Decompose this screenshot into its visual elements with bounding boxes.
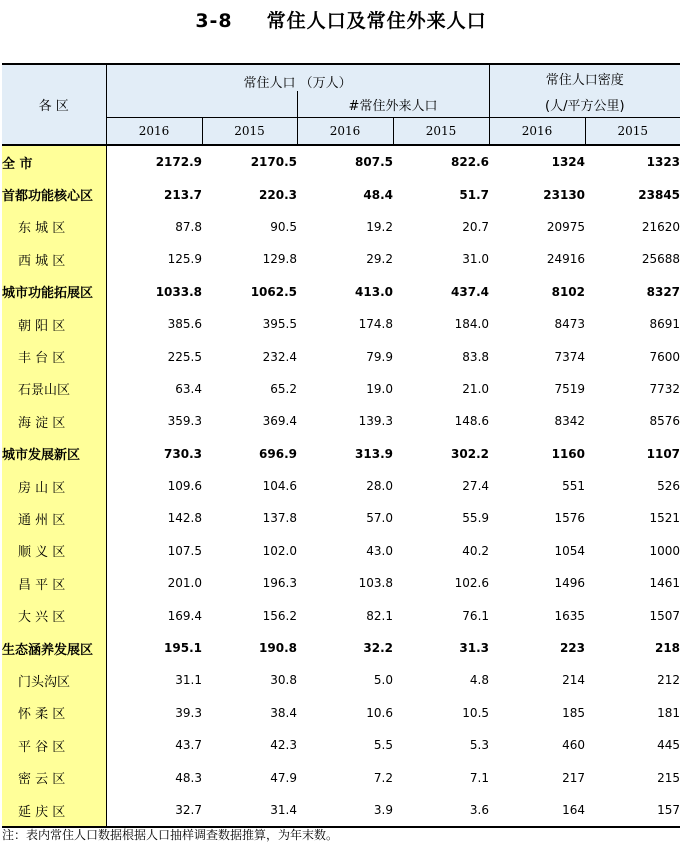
value-cell: 8576	[649, 414, 681, 429]
value-cell: 107.5	[167, 543, 202, 558]
value-cell: 39.3	[175, 705, 202, 720]
value-cell: 551	[562, 479, 586, 494]
value-cell: 24916	[546, 252, 586, 267]
header-year: 2016	[297, 118, 393, 146]
value-cell: 2172.9	[155, 155, 202, 170]
district-name: 通 州 区	[2, 502, 106, 534]
value-cell: 23130	[543, 187, 586, 202]
value-cell: 413.0	[355, 284, 393, 299]
value-cell: 696.9	[259, 446, 297, 461]
value-cell: 196.3	[262, 576, 297, 591]
header-year: 2015	[585, 118, 680, 146]
value-cell: 28.0	[366, 479, 393, 494]
value-cell: 213.7	[164, 187, 202, 202]
header-migrant: #常住外来人口	[297, 91, 489, 118]
value-cell: 109.6	[167, 479, 202, 494]
value-cell: 40.2	[462, 543, 490, 558]
value-cell: 148.6	[454, 414, 490, 429]
district-name: 城市功能拓展区	[2, 276, 106, 308]
value-cell: 1054	[554, 543, 586, 558]
value-cell: 7519	[554, 381, 586, 396]
value-cell: 7374	[554, 349, 586, 364]
district-name: 房 山 区	[2, 470, 106, 502]
value-cell: 822.6	[451, 155, 490, 170]
value-cell: 185	[562, 705, 586, 720]
value-cell: 1062.5	[250, 284, 297, 299]
value-cell: 3.6	[393, 794, 489, 827]
value-cell: 43.0	[366, 543, 393, 558]
value-cell: 21620	[641, 219, 681, 234]
value-cell: 1461	[649, 576, 681, 591]
district-name: 大 兴 区	[2, 599, 106, 631]
value-cell: 1160	[551, 446, 586, 461]
value-cell: 232.4	[262, 349, 297, 364]
value-cell: 807.5	[355, 155, 393, 170]
table-row	[2, 211, 680, 243]
value-cell: 8102	[551, 284, 586, 299]
header-year: 2015	[393, 118, 489, 146]
value-cell: 1521	[649, 511, 681, 526]
table-row	[2, 761, 680, 793]
value-cell: 137.8	[262, 511, 297, 526]
table-row	[2, 308, 680, 340]
value-cell: 220.3	[259, 187, 297, 202]
value-cell: 31.1	[175, 673, 202, 688]
value-cell: 526	[657, 479, 681, 494]
district-name: 怀 柔 区	[2, 697, 106, 729]
value-cell: 223	[559, 641, 586, 656]
value-cell: 157	[585, 794, 680, 827]
value-cell: 25688	[641, 252, 681, 267]
district-name: 生态涵养发展区	[2, 632, 106, 664]
value-cell: 19.0	[366, 381, 393, 396]
table-row	[2, 502, 680, 534]
value-cell: 3.9	[297, 794, 393, 827]
district-name: 海 淀 区	[2, 405, 106, 437]
value-cell: 1033.8	[155, 284, 202, 299]
value-cell: 313.9	[355, 446, 393, 461]
district-name: 首都功能核心区	[2, 178, 106, 210]
value-cell: 38.4	[270, 705, 297, 720]
table-row	[2, 567, 680, 599]
value-cell: 1324	[551, 155, 586, 170]
value-cell: 201.0	[167, 576, 202, 591]
table-row	[2, 664, 680, 696]
value-cell: 102.0	[262, 543, 297, 558]
table-row	[2, 599, 680, 631]
value-cell: 31.3	[459, 641, 490, 656]
district-name: 平 谷 区	[2, 729, 106, 761]
district-name: 顺 义 区	[2, 535, 106, 567]
value-cell: 90.5	[270, 219, 297, 234]
header-year: 2016	[106, 118, 202, 146]
value-cell: 103.8	[358, 576, 393, 591]
value-cell: 1000	[649, 543, 681, 558]
value-cell: 27.4	[462, 479, 490, 494]
value-cell: 395.5	[262, 317, 297, 332]
value-cell: 139.3	[358, 414, 393, 429]
value-cell: 174.8	[358, 317, 393, 332]
value-cell: 21.0	[462, 381, 490, 396]
district-name: 昌 平 区	[2, 567, 106, 599]
value-cell: 57.0	[366, 511, 393, 526]
table-row	[2, 697, 680, 729]
value-cell: 445	[657, 738, 681, 753]
district-name: 朝 阳 区	[2, 308, 106, 340]
value-cell: 19.2	[366, 219, 393, 234]
value-cell: 156.2	[262, 608, 297, 623]
value-cell: 8691	[649, 317, 681, 332]
value-cell: 79.9	[366, 349, 393, 364]
value-cell: 1635	[554, 608, 586, 623]
district-name: 西 城 区	[2, 243, 106, 275]
value-cell: 125.9	[167, 252, 202, 267]
value-cell: 7.1	[469, 770, 490, 785]
value-cell: 5.3	[469, 738, 490, 753]
value-cell: 225.5	[167, 349, 202, 364]
district-name: 丰 台 区	[2, 340, 106, 372]
value-cell: 8327	[646, 284, 681, 299]
value-cell: 20975	[546, 219, 586, 234]
value-cell: 385.6	[167, 317, 202, 332]
value-cell: 47.9	[270, 770, 297, 785]
header-year: 2015	[202, 118, 297, 146]
value-cell: 43.7	[175, 738, 202, 753]
table-row	[2, 373, 680, 405]
header-density: 常住人口密度	[489, 64, 680, 91]
value-cell: 1576	[554, 511, 586, 526]
value-cell: 195.1	[164, 641, 202, 656]
value-cell: 169.4	[167, 608, 202, 623]
value-cell: 23845	[638, 187, 681, 202]
value-cell: 217	[562, 770, 586, 785]
population-table	[2, 63, 680, 828]
table-row	[2, 438, 680, 470]
value-cell: 83.8	[462, 349, 490, 364]
value-cell: 730.3	[164, 446, 202, 461]
district-name: 全 市	[2, 145, 106, 178]
header-district: 各 区	[2, 64, 106, 145]
value-cell: 437.4	[451, 284, 490, 299]
value-cell: 2170.5	[250, 155, 297, 170]
value-cell: 460	[562, 738, 586, 753]
value-cell: 1107	[646, 446, 681, 461]
footnote: 注：表内常住人口数据根据人口抽样调查数据推算，为年末数。	[2, 828, 339, 842]
value-cell: 31.4	[202, 794, 297, 827]
district-name: 延 庆 区	[2, 794, 106, 827]
value-cell: 5.0	[373, 673, 393, 688]
value-cell: 7.2	[373, 770, 393, 785]
value-cell: 1323	[646, 155, 681, 170]
district-name: 石景山区	[2, 373, 106, 405]
value-cell: 20.7	[462, 219, 490, 234]
value-cell: 10.6	[366, 705, 393, 720]
value-cell: 1496	[554, 576, 586, 591]
value-cell: 48.4	[363, 187, 393, 202]
value-cell: 65.2	[270, 381, 297, 396]
value-cell: 142.8	[167, 511, 202, 526]
header-resident-spacer	[106, 91, 297, 118]
value-cell: 184.0	[454, 317, 490, 332]
value-cell: 190.8	[259, 641, 297, 656]
value-cell: 63.4	[175, 381, 202, 396]
value-cell: 359.3	[167, 414, 202, 429]
table-body	[2, 145, 680, 827]
header-density-unit: (人/平方公里)	[489, 91, 680, 118]
district-name: 密 云 区	[2, 761, 106, 793]
value-cell: 8342	[554, 414, 586, 429]
value-cell: 104.6	[262, 479, 297, 494]
district-name: 城市发展新区	[2, 438, 106, 470]
value-cell: 48.3	[175, 770, 202, 785]
value-cell: 7600	[649, 349, 681, 364]
table-row	[2, 243, 680, 275]
value-cell: 32.7	[106, 794, 202, 827]
value-cell: 51.7	[459, 187, 490, 202]
district-name: 门头沟区	[2, 664, 106, 696]
value-cell: 369.4	[262, 414, 297, 429]
table-row	[2, 632, 680, 664]
value-cell: 5.5	[373, 738, 393, 753]
value-cell: 82.1	[366, 608, 393, 623]
page-title	[0, 6, 682, 33]
table-row	[2, 470, 680, 502]
value-cell: 215	[657, 770, 681, 785]
table-row	[2, 145, 680, 178]
value-cell: 8473	[554, 317, 586, 332]
header-year: 2016	[489, 118, 585, 146]
value-cell: 29.2	[366, 252, 393, 267]
value-cell: 30.8	[270, 673, 297, 688]
value-cell: 181	[657, 705, 681, 720]
value-cell: 102.6	[454, 576, 490, 591]
value-cell: 1507	[649, 608, 681, 623]
table-row	[2, 535, 680, 567]
table-title: 常住人口及常住外来人口	[266, 10, 487, 32]
value-cell: 31.0	[462, 252, 490, 267]
district-name: 东 城 区	[2, 211, 106, 243]
table-row	[2, 178, 680, 210]
value-cell: 212	[657, 673, 681, 688]
value-cell: 218	[654, 641, 681, 656]
table-row	[2, 340, 680, 372]
value-cell: 302.2	[451, 446, 490, 461]
value-cell: 55.9	[462, 511, 490, 526]
value-cell: 76.1	[462, 608, 490, 623]
value-cell: 7732	[649, 381, 681, 396]
table-row	[2, 794, 680, 827]
value-cell: 129.8	[262, 252, 297, 267]
value-cell: 214	[562, 673, 586, 688]
table-row	[2, 405, 680, 437]
value-cell: 32.2	[363, 641, 393, 656]
table-number: 3-8	[195, 10, 233, 32]
value-cell: 42.3	[270, 738, 297, 753]
value-cell: 10.5	[462, 705, 490, 720]
table-row	[2, 729, 680, 761]
header-resident: 常住人口 （万人）	[106, 64, 489, 91]
table-row	[2, 276, 680, 308]
value-cell: 164	[489, 794, 585, 827]
value-cell: 87.8	[175, 219, 202, 234]
value-cell: 4.8	[469, 673, 490, 688]
